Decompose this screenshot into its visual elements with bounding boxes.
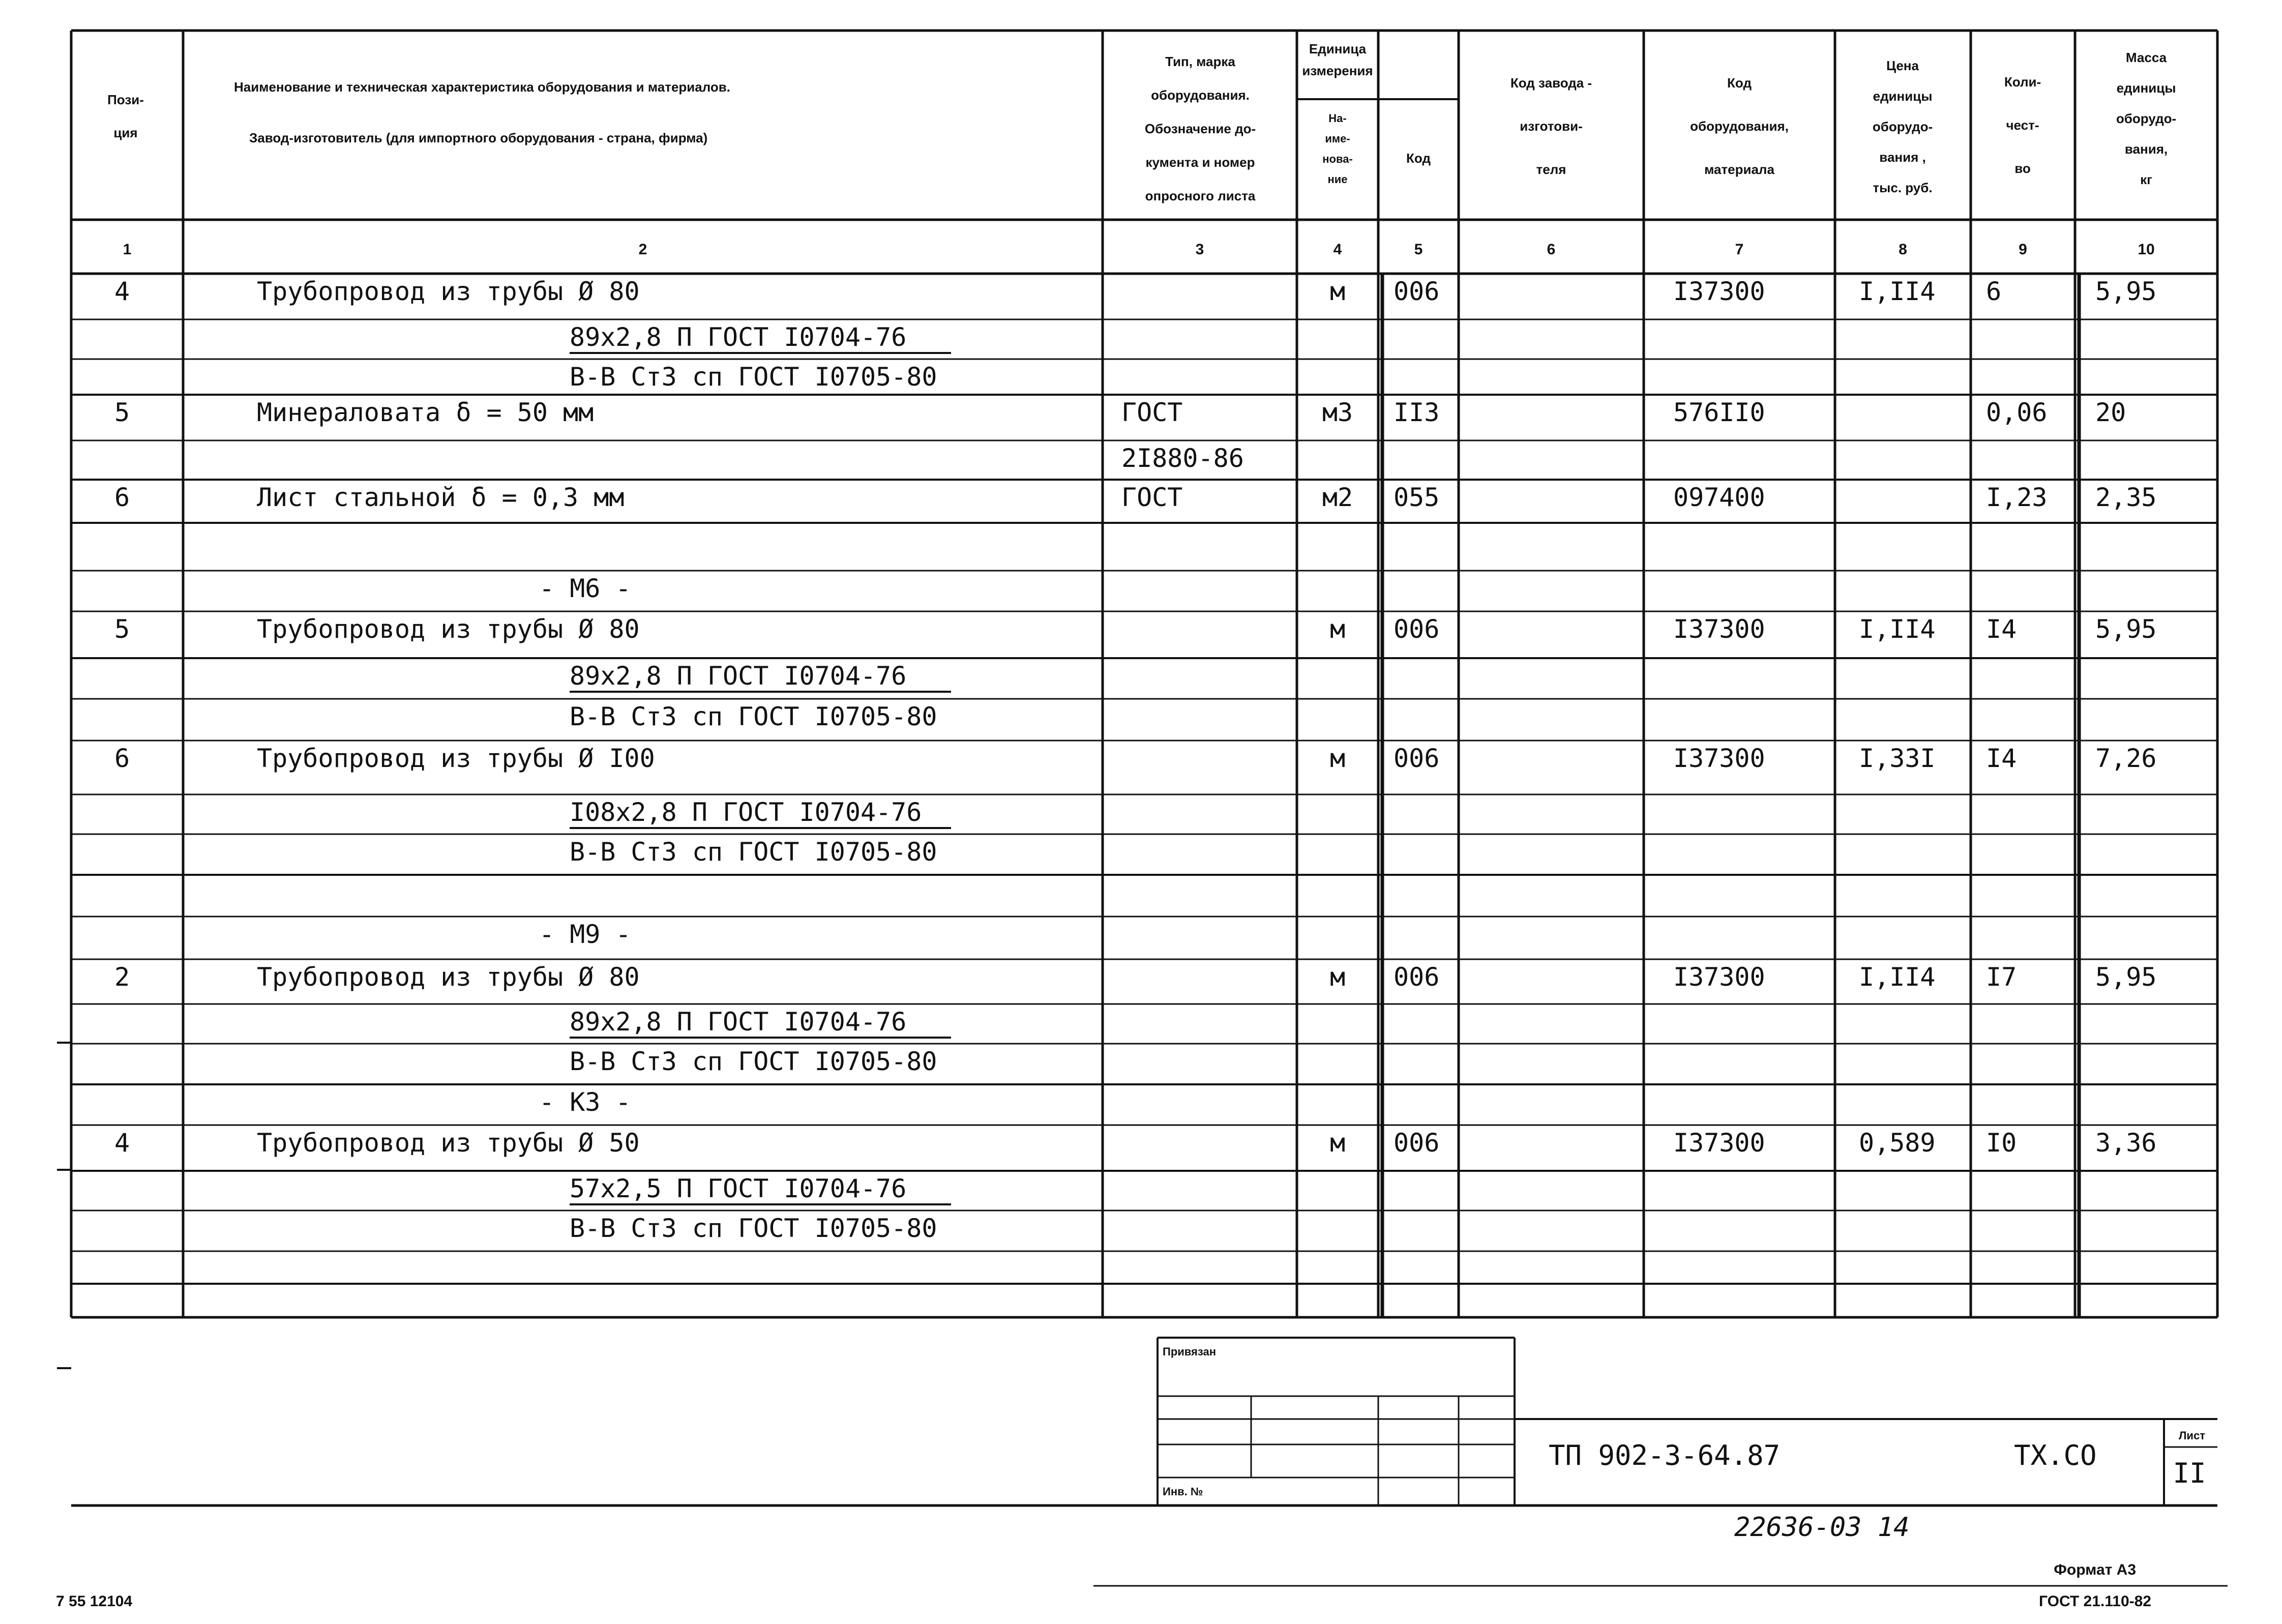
unit-price: I,II4 (1859, 277, 1936, 306)
item-name: Лист стальной δ = 0,3 мм (257, 483, 625, 512)
header-price: тыс. руб. (1873, 180, 1933, 195)
header-unit-group: Единица (1309, 41, 1367, 56)
item-spec: 89x2,8 П ГОСТ I0704-76 (570, 1007, 907, 1037)
header-unit-name: На- (1328, 112, 1347, 125)
unit-name: м2 (1322, 483, 1353, 512)
section-label: - М9 - (539, 920, 631, 949)
item-type: ГОСТ (1121, 398, 1183, 427)
column-number-5: 5 (1414, 241, 1423, 258)
unit-price: I,II4 (1859, 962, 1936, 992)
unit-mass: 7,26 (2095, 744, 2157, 773)
row-position: 6 (114, 744, 130, 773)
unit-mass: 3,36 (2095, 1128, 2157, 1158)
item-type: 2I880-86 (1121, 444, 1244, 473)
unit-mass: 20 (2095, 398, 2126, 427)
header-position: ция (113, 125, 138, 140)
item-spec: 89x2,8 П ГОСТ I0704-76 (570, 661, 907, 691)
row-position: 4 (114, 1128, 130, 1158)
header-mass: Масса (2125, 50, 2167, 65)
unit-code: 006 (1394, 1128, 1440, 1158)
unit-name: м (1329, 614, 1346, 644)
item-spec: В-В Ст3 сп ГОСТ I0705-80 (570, 362, 937, 392)
item-spec: В-В Ст3 сп ГОСТ I0705-80 (570, 702, 937, 731)
unit-price: 0,589 (1859, 1128, 1936, 1158)
unit-code: 006 (1394, 614, 1440, 644)
header-manufacturer: Завод-изготовитель (для импортного оборудования - страна, фирма) (249, 130, 708, 145)
unit-code: II3 (1394, 398, 1440, 427)
header-unit-name: име- (1325, 132, 1350, 145)
quantity: I4 (1986, 614, 2017, 644)
item-spec: 57x2,5 П ГОСТ I0704-76 (570, 1174, 907, 1203)
unit-code: 055 (1394, 483, 1440, 512)
unit-name: м (1329, 277, 1346, 306)
row-position: 6 (114, 483, 130, 512)
gost-reference: ГОСТ 21.110-82 (2039, 1593, 2151, 1610)
header-unit-name: нова- (1322, 153, 1353, 165)
header-factory-code: теля (1536, 162, 1566, 177)
item-name: Трубопровод из трубы Ø 80 (257, 614, 640, 644)
print-code: 7 55 12104 (56, 1593, 133, 1610)
unit-price: I,II4 (1859, 614, 1936, 644)
unit-name: м (1329, 744, 1346, 773)
header-qty: Коли- (2004, 74, 2041, 90)
column-number-7: 7 (1735, 241, 1744, 258)
header-price: вания , (1879, 150, 1926, 165)
material-code: I37300 (1673, 962, 1765, 992)
format-label: Формат А3 (2054, 1561, 2136, 1578)
unit-mass: 5,95 (2095, 962, 2157, 992)
unit-mass: 5,95 (2095, 614, 2157, 644)
quantity: I4 (1986, 744, 2017, 773)
header-unit-code: Код (1406, 151, 1431, 166)
item-spec: 89x2,8 П ГОСТ I0704-76 (570, 322, 907, 352)
quantity: I7 (1986, 962, 2017, 992)
header-type: опросного листа (1145, 188, 1256, 203)
header-price: единицы (1873, 88, 1933, 104)
unit-name: м (1329, 962, 1346, 992)
item-name: Трубопровод из трубы Ø 80 (257, 962, 640, 992)
section-label: - М6 - (539, 574, 631, 603)
column-number-8: 8 (1899, 241, 1907, 258)
stamp-inventory-label: Инв. № (1163, 1485, 1203, 1498)
material-code: 097400 (1673, 483, 1765, 512)
header-position: Пози- (107, 92, 144, 107)
quantity: 0,06 (1986, 398, 2048, 427)
document-number: ТП 902-3-64.87 (1549, 1439, 1781, 1471)
handwritten-number: 22636-03 14 (1734, 1512, 1910, 1543)
column-number-10: 10 (2138, 241, 2155, 258)
column-number-1: 1 (123, 241, 132, 258)
header-type: Тип, марка (1165, 54, 1235, 69)
unit-mass: 2,35 (2095, 483, 2157, 512)
header-material-code: материала (1704, 162, 1774, 177)
material-code: I37300 (1673, 1128, 1765, 1158)
unit-mass: 5,95 (2095, 277, 2157, 306)
header-qty: во (2014, 161, 2031, 176)
document-mark: ТХ.СО (2014, 1439, 2097, 1471)
material-code: I37300 (1673, 277, 1765, 306)
row-position: 4 (114, 277, 130, 306)
column-number-9: 9 (2019, 241, 2027, 258)
material-code: I37300 (1673, 744, 1765, 773)
unit-code: 006 (1394, 962, 1440, 992)
unit-code: 006 (1394, 744, 1440, 773)
column-number-3: 3 (1195, 241, 1204, 258)
sheet-label: Лист (2179, 1429, 2205, 1442)
row-position: 5 (114, 614, 130, 644)
header-type: Обозначение до- (1144, 121, 1256, 136)
header-name: Наименование и техническая характеристика оборудования и материалов. (234, 79, 731, 95)
header-mass: кг (2140, 172, 2152, 187)
item-spec: I08x2,8 П ГОСТ I0704-76 (570, 798, 922, 827)
header-mass: оборудо- (2116, 111, 2177, 126)
item-spec: В-В Ст3 сп ГОСТ I0705-80 (570, 1047, 937, 1076)
header-mass: вания, (2124, 141, 2168, 157)
header-qty: чест- (2006, 117, 2039, 133)
header-mass: единицы (2116, 80, 2176, 96)
item-spec: В-В Ст3 сп ГОСТ I0705-80 (570, 1214, 937, 1243)
header-unit-group: измерения (1302, 63, 1373, 78)
column-number-2: 2 (638, 241, 647, 258)
header-material-code: Код (1727, 75, 1752, 91)
header-price: Цена (1886, 58, 1919, 73)
item-type: ГОСТ (1121, 483, 1183, 512)
item-name: Минераловата δ = 50 мм (257, 398, 594, 427)
row-position: 5 (114, 398, 130, 427)
header-factory-code: Код завода - (1510, 75, 1592, 91)
quantity: I0 (1986, 1128, 2017, 1158)
header-price: оборудо- (1872, 119, 1933, 134)
item-name: Трубопровод из трубы Ø I00 (257, 744, 655, 773)
unit-code: 006 (1394, 277, 1440, 306)
column-number-6: 6 (1547, 241, 1556, 258)
header-factory-code: изготови- (1520, 119, 1583, 134)
quantity: I,23 (1986, 483, 2048, 512)
unit-name: м (1329, 1128, 1346, 1158)
header-unit-name: ние (1327, 173, 1348, 186)
material-code: I37300 (1673, 614, 1765, 644)
material-code: 576II0 (1673, 398, 1765, 427)
column-number-4: 4 (1333, 241, 1342, 258)
stamp-attached-label: Привязан (1163, 1345, 1217, 1358)
item-name: Трубопровод из трубы Ø 50 (257, 1128, 640, 1158)
unit-price: I,33I (1859, 744, 1936, 773)
sheet-number: II (2173, 1457, 2206, 1489)
item-spec: В-В Ст3 сп ГОСТ I0705-80 (570, 837, 937, 867)
item-name: Трубопровод из трубы Ø 80 (257, 277, 640, 306)
section-label: - К3 - (539, 1087, 631, 1117)
header-type: кумента и номер (1145, 155, 1255, 170)
header-type: оборудования. (1151, 87, 1250, 103)
quantity: 6 (1986, 277, 2002, 306)
header-material-code: оборудования, (1690, 119, 1789, 134)
row-position: 2 (114, 962, 130, 992)
unit-name: м3 (1322, 398, 1353, 427)
